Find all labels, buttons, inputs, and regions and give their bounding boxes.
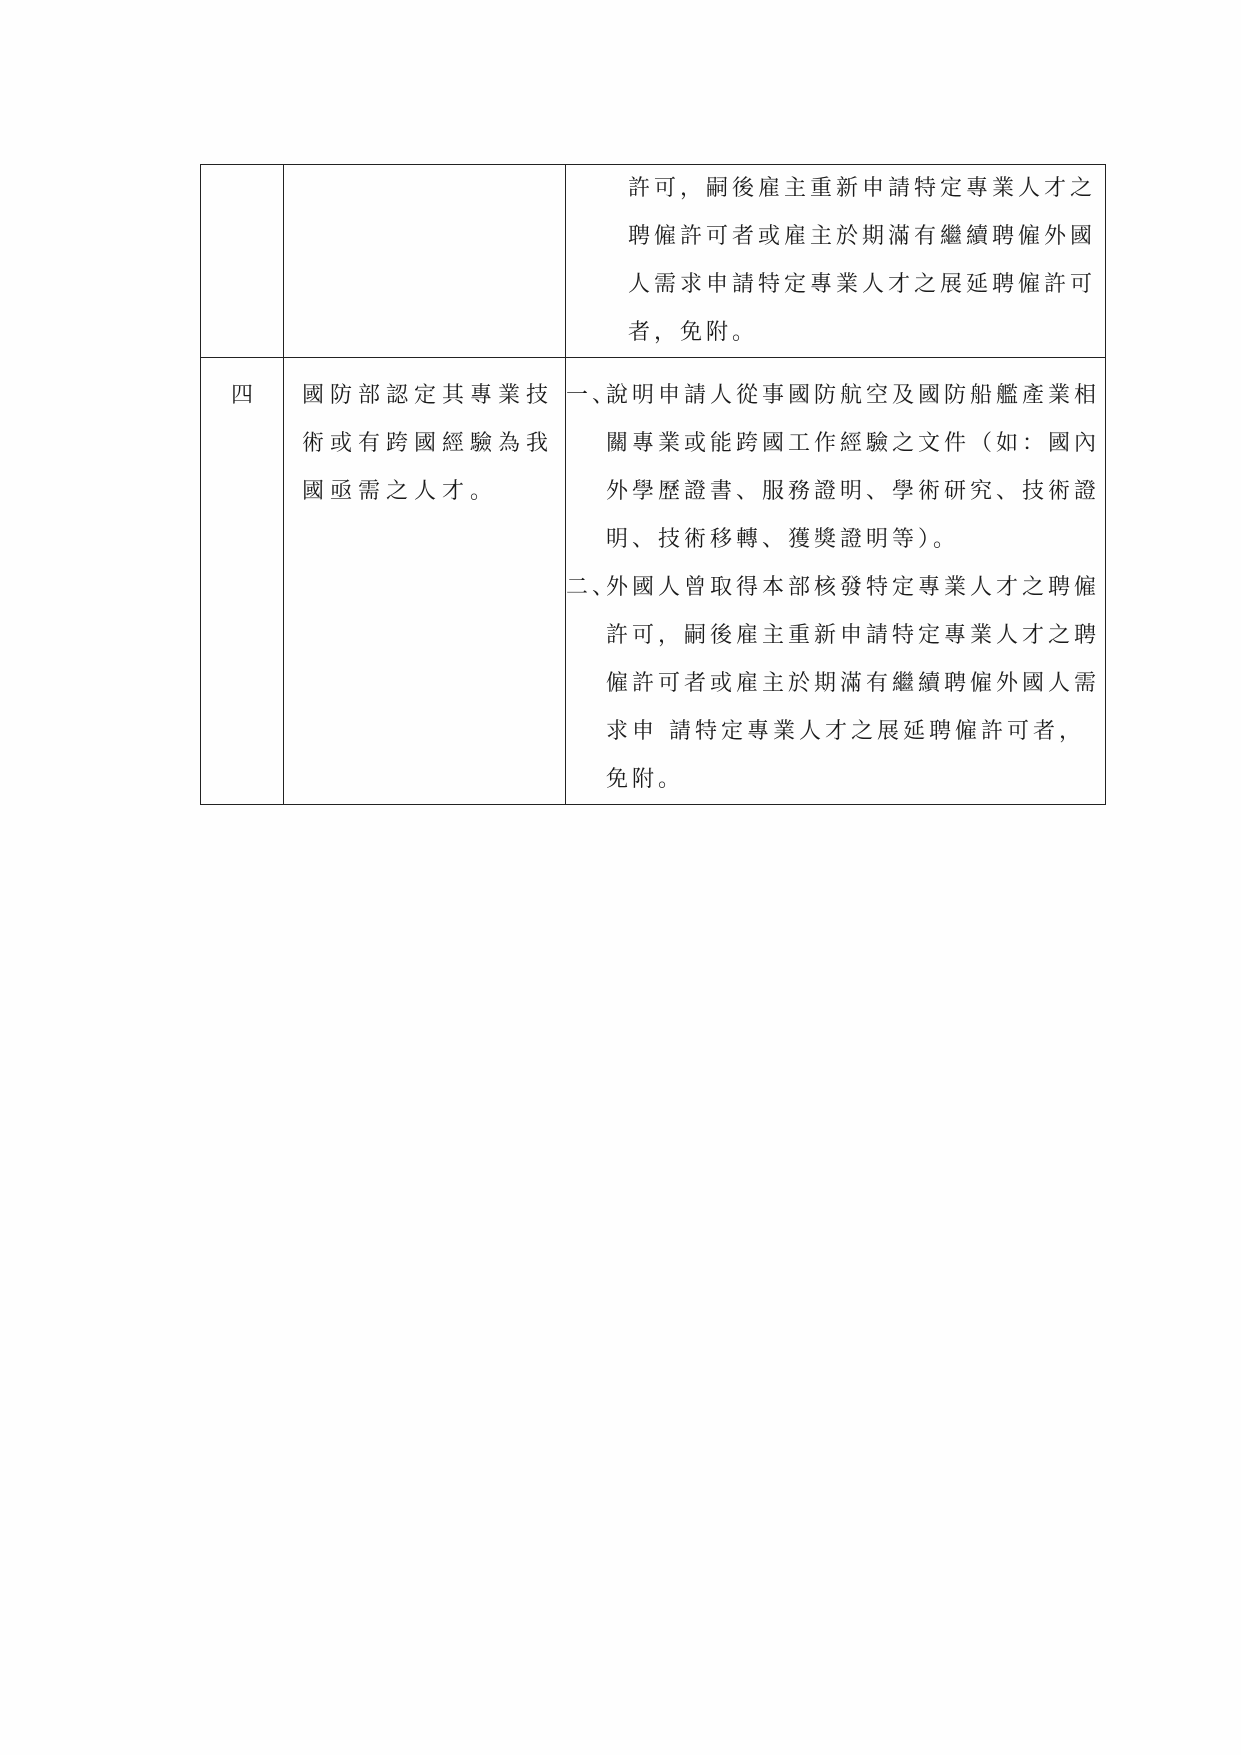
- requirements-table: [200, 164, 1106, 805]
- item-text: 說明申請人從事國防航空及國防船艦產業相關專業或能跨國工作經驗之文件（如：國內外學歷證書、服務證明、學術研究、技術證明、技術移轉、獲獎證明等）。: [606, 383, 1101, 552]
- document-item: [566, 372, 1105, 564]
- table-row-four: [201, 358, 1106, 805]
- row-number: 四: [230, 383, 253, 408]
- documents-continued-text: 許可，嗣後雇主重新申請特定專業人才之聘僱許可者或雇主於期滿有繼續聘僱外國人需求申請特定專業人才之展延聘僱許可者，免附。: [628, 176, 1097, 345]
- category-cell: [284, 358, 566, 805]
- item-number: 二、: [566, 575, 619, 600]
- document-item: [566, 564, 1105, 804]
- item-text: 外國人曾取得本部核發特定專業人才之聘僱許可，嗣後雇主重新申請特定專業人才之聘僱許可者或雇主於期滿有繼續聘僱外國人需求申 請特定專業人才之展延聘僱許可者，免附。: [606, 575, 1101, 792]
- row-number: [201, 165, 283, 179]
- category-text: [284, 165, 565, 179]
- row-number-cell: [201, 165, 284, 358]
- row-number-cell: [201, 358, 284, 805]
- table-row-continued: [201, 165, 1106, 358]
- documents-cell: [566, 358, 1106, 805]
- category-cell: [284, 165, 566, 358]
- item-number: 一、: [566, 383, 619, 408]
- category-text: 國防部認定其專業技術或有跨國經驗為我國亟需之人才。: [302, 383, 555, 504]
- documents-cell: [566, 165, 1106, 358]
